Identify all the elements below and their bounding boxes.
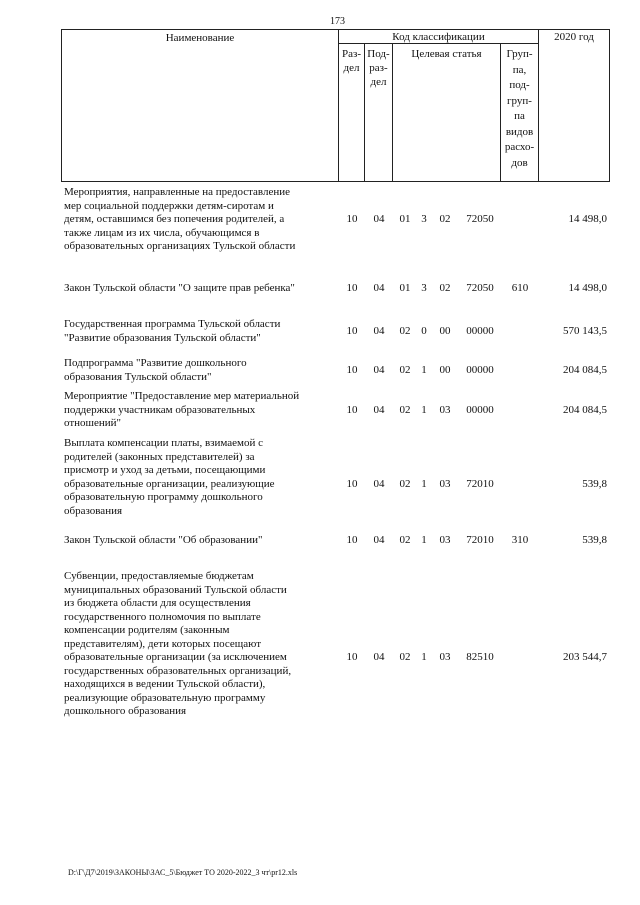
header-right-border (609, 29, 610, 181)
row-name-line: образования (64, 504, 123, 517)
target-event-code: 03 (439, 403, 451, 416)
target-event-code: 03 (439, 477, 451, 490)
row-name (64, 357, 336, 384)
podrazdel-code: 04 (373, 534, 385, 546)
row-name (64, 186, 336, 254)
target-program-code: 01 (399, 213, 411, 225)
podrazdel-code: 04 (373, 324, 385, 337)
row-name-line: Выплата компенсации платы, взимаемой с (64, 437, 264, 449)
podrazdel-code: 04 (373, 213, 385, 225)
row-name-line: Мероприятие "Предоставление мер материальной (64, 390, 300, 402)
row-name-line: Закон Тульской области "О защите прав ребенка" (64, 282, 295, 294)
target-subprogram-code: 1 (421, 534, 427, 546)
header-group-line: видов (505, 125, 534, 138)
row-name-line: образовательную программу дошкольного (64, 491, 263, 503)
row-name-line: реализующие образовательную программу (64, 691, 266, 704)
header-left-border (61, 29, 62, 181)
row-name-line: Закон Тульской области "Об образовании" (64, 534, 263, 546)
header-group-line: расхо- (504, 141, 535, 153)
target-program-code: 02 (399, 363, 411, 376)
target-program-code: 02 (399, 477, 411, 490)
target-direction-code: 00000 (466, 324, 494, 337)
target-direction-code: 72050 (466, 282, 494, 294)
amount-2020: 204 084,5 (563, 403, 607, 416)
header-col-line (538, 29, 539, 181)
file-path-footer: D:\Г\Д7\2019\ЗАКОНЫ\ЗАС_5\Бюджет ТО 2020-2022_3 чт\pr12.xls (68, 868, 298, 877)
header-group-line: груп- (507, 94, 532, 107)
target-program-code: 02 (399, 403, 411, 416)
target-subprogram-code: 3 (421, 282, 427, 294)
header-razdel-line: Раз- (341, 48, 361, 60)
target-event-code: 00 (439, 363, 451, 376)
target-direction-code: 00000 (466, 363, 494, 376)
target-subprogram-code: 1 (421, 403, 427, 416)
row-name-line: родителей (законных представителей) за (64, 450, 255, 463)
row-name (64, 570, 336, 719)
razdel-code: 10 (346, 213, 358, 225)
target-direction-code: 72050 (466, 213, 494, 225)
row-name-line: "Развитие образования Тульской области" (64, 331, 261, 344)
row-name-line: Государственная программа Тульской области (64, 318, 281, 330)
target-subprogram-code: 1 (421, 477, 427, 490)
target-direction-code: 82510 (466, 651, 494, 663)
row-name-line: образовательных организациях Тульской области (64, 240, 296, 252)
amount-2020: 203 544,7 (563, 651, 607, 663)
row-name-line: муниципальных образований Тульской области (64, 583, 287, 596)
row-name-line: детям, оставшимся без попечения родителей, а (64, 213, 285, 225)
target-event-code: 03 (439, 534, 451, 546)
target-subprogram-code: 3 (421, 213, 427, 225)
header-podrazdel-line: раз- (369, 62, 388, 74)
row-name-line: Субвенции, предоставляемые бюджетам (64, 570, 254, 582)
row-name-line: государственных образовательных организаций, (64, 664, 292, 677)
amount-2020: 539,8 (582, 477, 607, 490)
row-name-line: присмотр и уход за детьми, посещающими (64, 464, 266, 476)
target-event-code: 02 (439, 282, 451, 294)
header-podrazdel-line: дел (370, 76, 387, 88)
row-name-line: государственного полномочия по выплате (64, 610, 261, 623)
header-razdel-line: дел (343, 62, 360, 74)
razdel-code: 10 (346, 534, 358, 546)
target-event-code: 02 (439, 213, 451, 225)
target-direction-code: 72010 (466, 534, 494, 546)
header-bottom-border (61, 181, 610, 182)
row-name-line: образовательные организации, реализующие (64, 477, 275, 490)
header-podrazdel-line: Под- (367, 48, 390, 60)
header-target: Целевая статья (411, 48, 482, 60)
razdel-code: 10 (346, 324, 358, 337)
row-name (64, 282, 336, 296)
podrazdel-code: 04 (373, 477, 385, 490)
razdel-code: 10 (346, 477, 358, 490)
header-group-line: дов (511, 156, 528, 169)
razdel-code: 10 (346, 403, 358, 416)
row-name (64, 534, 336, 548)
amount-2020: 570 143,5 (563, 324, 607, 337)
podrazdel-code: 04 (373, 363, 385, 376)
target-event-code: 00 (439, 324, 451, 337)
row-name-line: Подпрограмма "Развитие дошкольного (64, 357, 247, 369)
target-event-code: 03 (439, 651, 451, 663)
razdel-code: 10 (346, 363, 358, 376)
row-name-line: Мероприятия, направленные на предоставление (64, 186, 291, 198)
razdel-code: 10 (346, 651, 358, 663)
target-direction-code: 72010 (466, 477, 494, 490)
row-name-line: представителям), дети которых посещают (64, 637, 262, 650)
row-name-line: мер социальной поддержки детям-сиротам и (64, 199, 274, 212)
header-group-line: па (514, 110, 525, 122)
header-code: Код классификации (392, 31, 485, 43)
header-name: Наименование (165, 32, 235, 44)
row-name (64, 318, 336, 345)
amount-2020: 539,8 (582, 534, 607, 546)
target-subprogram-code: 1 (421, 363, 427, 376)
razdel-code: 10 (346, 282, 358, 294)
expense-group-code: 310 (511, 534, 529, 546)
header-group (501, 47, 538, 171)
row-name-line: образования Тульской области" (64, 370, 212, 383)
row-name-line: поддержки участникам образовательных (64, 403, 256, 416)
row-name-line: образовательные организации (за исключением (64, 651, 287, 663)
header-col-line (392, 43, 393, 181)
target-program-code: 02 (399, 324, 411, 337)
row-name-line: компенсации родителям (законным (64, 624, 230, 636)
target-subprogram-code: 1 (421, 651, 427, 663)
header-podrazdel (365, 47, 392, 89)
row-name-line: также лицам из их числа, обучающимся в (64, 226, 260, 239)
header-group-line: Груп- (506, 48, 533, 60)
podrazdel-code: 04 (373, 403, 385, 416)
row-name-line: дошкольного образования (64, 705, 187, 717)
header-year: 2020 год (554, 31, 594, 43)
amount-2020: 204 084,5 (563, 363, 607, 376)
header-group-line: па, (512, 63, 527, 76)
row-name (64, 437, 336, 518)
amount-2020: 14 498,0 (568, 282, 607, 294)
target-program-code: 01 (399, 282, 411, 294)
expense-group-code: 610 (511, 282, 529, 294)
header-razdel (339, 47, 364, 75)
podrazdel-code: 04 (373, 282, 385, 294)
header-group-line: под- (509, 79, 530, 91)
row-name-line: из бюджета области для осуществления (64, 597, 251, 609)
row-name-line: находящихся в ведении Тульской области), (64, 678, 266, 690)
row-name (64, 390, 336, 431)
target-subprogram-code: 0 (421, 324, 427, 337)
podrazdel-code: 04 (373, 651, 385, 663)
target-program-code: 02 (399, 651, 411, 663)
target-direction-code: 00000 (466, 403, 494, 416)
target-program-code: 02 (399, 534, 411, 546)
amount-2020: 14 498,0 (568, 213, 607, 225)
page-number: 173 (330, 16, 345, 27)
row-name-line: отношений" (64, 417, 122, 429)
